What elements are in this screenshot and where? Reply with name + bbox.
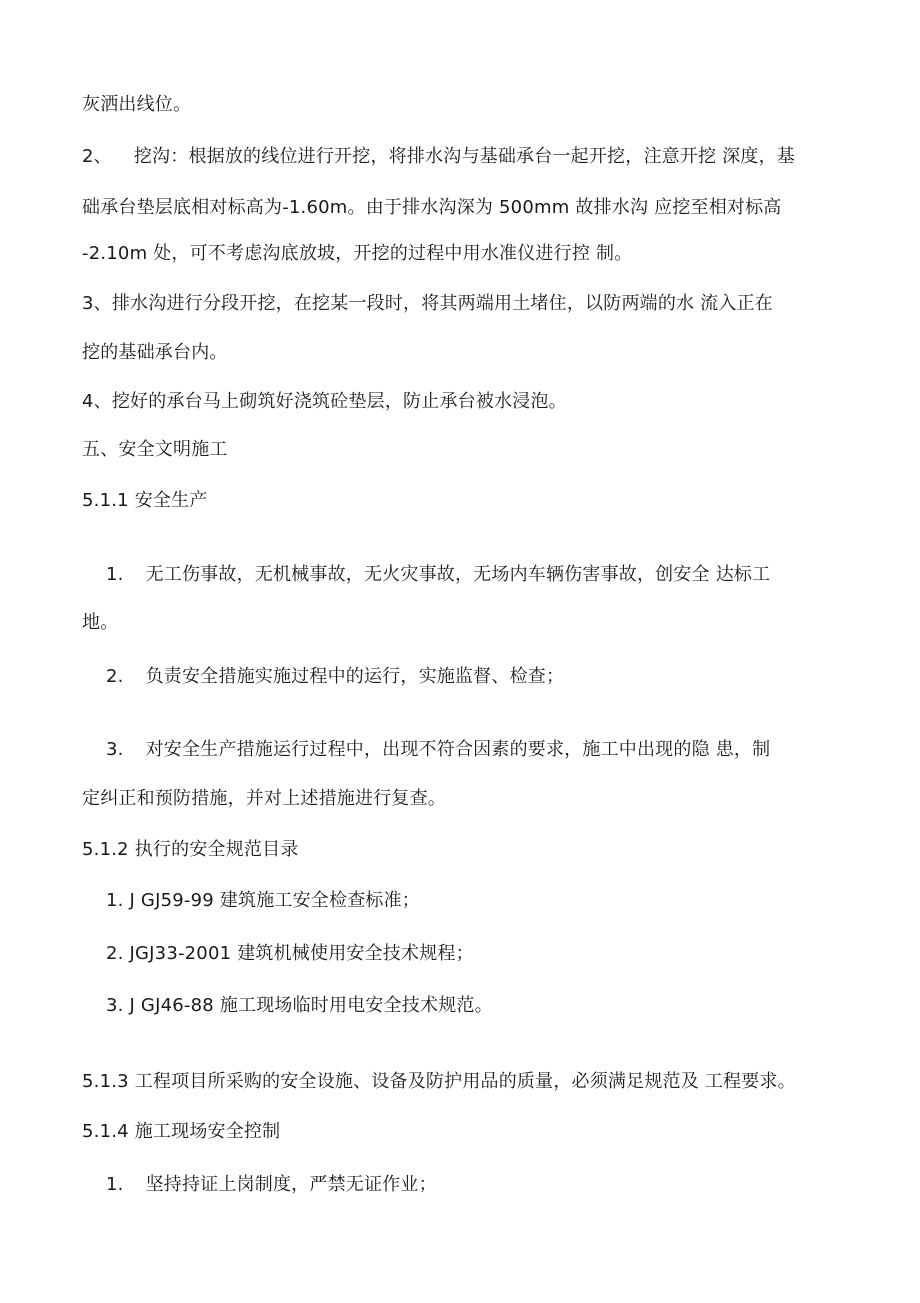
subsection-heading: 5.1.2 执行的安全规范目录	[82, 839, 299, 860]
list-number: 2、	[82, 146, 112, 167]
text-line	[82, 145, 795, 169]
list-number: 1.	[106, 1174, 124, 1195]
text-line: -2.10m 处，可不考虑沟底放坡，开挖的过程中用水准仪进行控 制。	[82, 243, 633, 264]
list-item	[106, 1173, 437, 1197]
list-item	[106, 738, 770, 762]
list-item	[106, 665, 564, 689]
text-span: 对安全生产措施运行过程中，出现不符合因素的要求，施工中出现的隐 患，制	[145, 739, 771, 760]
list-number: 3.	[106, 739, 124, 760]
text-span: 负责安全措施实施过程中的运行，实施监督、检查；	[145, 666, 565, 687]
text-line: 地。	[82, 612, 119, 633]
list-item: 2. JGJ33-2001 建筑机械使用安全技术规程；	[106, 943, 474, 964]
subsection-heading: 5.1.4 施工现场安全控制	[82, 1121, 281, 1142]
text-span: 坚持持证上岗制度，严禁无证作业；	[145, 1174, 437, 1195]
text-line: 灰洒出线位。	[82, 94, 192, 115]
text-line: 挖的基础承台内。	[82, 342, 228, 363]
text-span: 挖沟：根据放的线位进行开挖，将排水沟与基础承台一起开挖，注意开挖 深度，基	[133, 146, 795, 167]
text-line: 定纠正和预防措施，并对上述措施进行复查。	[82, 788, 446, 809]
list-item: 3. J GJ46-88 施工现场临时用电安全技术规范。	[106, 995, 493, 1016]
subsection-heading: 5.1.1 安全生产	[82, 490, 208, 511]
list-item: 1. J GJ59-99 建筑施工安全检查标准；	[106, 890, 421, 911]
section-heading: 五、安全文明施工	[82, 439, 228, 460]
list-item	[106, 563, 770, 587]
list-number: 2.	[106, 666, 124, 687]
text-line: 3、排水沟进行分段开挖，在挖某一段时，将其两端用土堵住，以防两端的水 流入正在	[82, 293, 773, 314]
text-span: 无工伤事故，无机械事故，无火灾事故，无场内车辆伤害事故，创安全 达标工	[145, 564, 771, 585]
text-line: 4、挖好的承台马上砌筑好浇筑砼垫层，防止承台被水浸泡。	[82, 391, 567, 412]
subsection-heading: 5.1.3 工程项目所采购的安全设施、设备及防护用品的质量，必须满足规范及 工程要求。	[82, 1071, 796, 1092]
list-number: 1.	[106, 564, 124, 585]
text-line: 础承台垫层底相对标高为-1.60m。由于排水沟深为 500mm 故排水沟 应挖至相对标高	[82, 197, 782, 218]
